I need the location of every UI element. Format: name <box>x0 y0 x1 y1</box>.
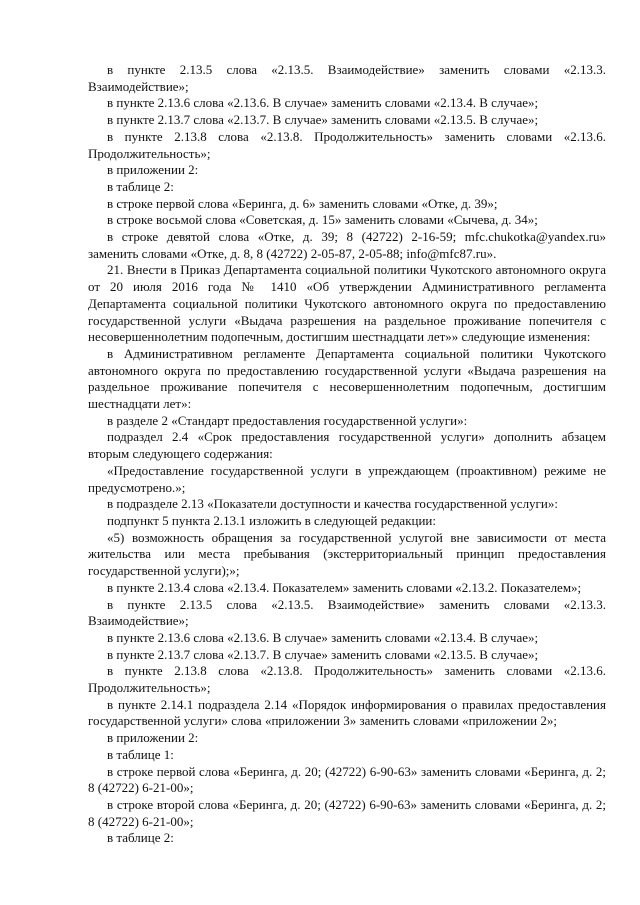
document-page <box>88 62 606 847</box>
paragraph: в пункте 2.13.6 слова «2.13.6. В случае» заменить словами «2.13.4. В случае»; <box>107 95 539 111</box>
paragraph: в пункте 2.13.8 слова «2.13.8. Продолжительность» заменить словами «2.13.6. Продолжительность»; <box>88 128 606 161</box>
paragraph: в строке второй слова «Беринга, д. 20; (42722) 6-90-63» заменить словами «Беринга, д. 2; 8 (42722) 6-21-00»; <box>88 796 606 829</box>
paragraph: в приложении 2: <box>107 162 199 178</box>
paragraph: «Предоставление государственной услуги в упреждающем (проактивном) режиме не предусмотрено.»; <box>88 462 606 495</box>
paragraph: 21. Внести в Приказ Департамента социальной политики Чукотского автономного округа от 20 июля 2016 года № 1410 «Об утверждении Административного регламента Департамента социальной политики Чукотского автономного округа по предоставлению государственной услуги «Выдача разрешения на раздельное проживание попечителя с несовершеннолетним подопечным, достигшим шестнадцати лет»» следующие изменения: <box>88 262 606 345</box>
paragraph: в пункте 2.13.7 слова «2.13.7. В случае» заменить словами «2.13.5. В случае»; <box>107 112 539 128</box>
paragraph: в строке первой слова «Беринга, д. 20; (42722) 6-90-63» заменить словами «Беринга, д. 2; 8 (42722) 6-21-00»; <box>88 763 606 796</box>
paragraph: в строке первой слова «Беринга, д. 6» заменить словами «Отке, д. 39»; <box>107 195 498 211</box>
paragraph: в пункте 2.13.8 слова «2.13.8. Продолжительность» заменить словами «2.13.6. Продолжительность»; <box>88 663 606 696</box>
paragraph: в таблице 2: <box>107 830 174 846</box>
paragraph: в разделе 2 «Стандарт предоставления государственной услуги»: <box>107 412 468 428</box>
paragraph: в пункте 2.13.5 слова «2.13.5. Взаимодействие» заменить словами «2.13.3. Взаимодействие»; <box>88 596 606 629</box>
paragraph: в пункте 2.13.5 слова «2.13.5. Взаимодействие» заменить словами «2.13.3. Взаимодействие»; <box>88 62 606 94</box>
paragraph: в таблице 2: <box>107 178 174 194</box>
paragraph: в пункте 2.13.7 слова «2.13.7. В случае» заменить словами «2.13.5. В случае»; <box>107 646 539 662</box>
paragraph: в пункте 2.13.6 слова «2.13.6. В случае» заменить словами «2.13.4. В случае»; <box>107 629 539 645</box>
paragraph: в подразделе 2.13 «Показатели доступности и качества государственной услуги»: <box>107 496 558 512</box>
paragraph: в приложении 2: <box>107 730 199 746</box>
paragraph: подпункт 5 пункта 2.13.1 изложить в следующей редакции: <box>107 512 436 528</box>
paragraph: «5) возможность обращения за государственной услугой вне зависимости от места жительства или места пребывания (экстерриториальный принцип предоставления государственной услуги);»; <box>88 529 606 579</box>
paragraph: в Административном регламенте Департамента социальной политики Чукотского автономного округа по предоставлению государственной услуги «Выдача разрешения на раздельное проживание попечителя с несовершеннолетним подопечным, достигшим шестнадцати лет»: <box>88 345 606 412</box>
paragraph: в пункте 2.13.4 слова «2.13.4. Показателем» заменить словами «2.13.2. Показателем»; <box>107 579 582 595</box>
paragraph: в строке восьмой слова «Советская, д. 15» заменить словами «Сычева, д. 34»; <box>107 212 538 228</box>
paragraph: в таблице 1: <box>107 746 174 762</box>
paragraph: подраздел 2.4 «Срок предоставления государственной услуги» дополнить абзацем вторым следующего содержания: <box>88 429 606 462</box>
paragraph: в строке девятой слова «Отке, д. 39; 8 (42722) 2-16-59; mfc.chukotka@yandex.ru» заменить словами «Отке, д. 8, 8 (42722) 2-05-87, 2-05-88; info@mfc87.ru». <box>88 229 606 261</box>
paragraph: в пункте 2.14.1 подраздела 2.14 «Порядок информирования о правилах предоставления государственной услуги» слова «приложении 3» заменить словами «приложении 2»; <box>88 696 606 729</box>
